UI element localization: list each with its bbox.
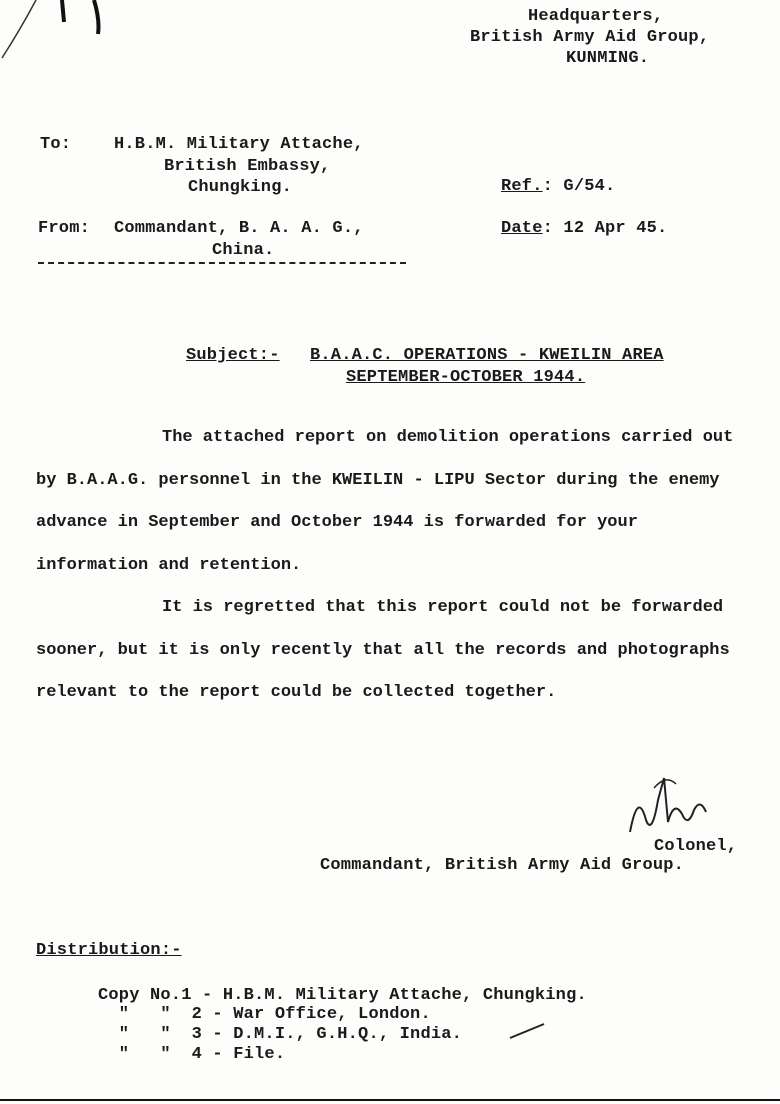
header-divider [38, 262, 406, 264]
from-line-2: China. [212, 241, 275, 260]
letterhead-line-1: Headquarters, [528, 7, 664, 26]
from-line-1: Commandant, B. A. A. G., [114, 219, 364, 238]
ref-line [501, 176, 615, 198]
signature-rank: Colonel, [654, 837, 738, 856]
to-line-3: Chungking. [188, 178, 293, 197]
distribution-label: Distribution:- [36, 941, 182, 960]
date-line [501, 218, 667, 240]
subject-line-1: B.A.A.C. OPERATIONS - KWEILIN AREA [310, 346, 664, 365]
handwritten-signature [624, 770, 714, 840]
ref-label: Ref. [501, 177, 543, 196]
scan-mark-top-left [0, 0, 120, 70]
ref-value: : G/54. [542, 177, 616, 196]
distribution-copy-4: " " 4 - File. [98, 1045, 286, 1064]
body-paragraph-1: The attached report on demolition operations carried out by B.A.A.G. personnel in the KWEILIN - LIPU Sector during the enemy advance in September and October 1944 is forwarded for your information and retention. [36, 428, 734, 575]
distribution-copy-2: " " 2 - War Office, London. [98, 1005, 431, 1024]
letter-body [36, 417, 736, 715]
distribution-copy-3: " " 3 - D.M.I., G.H.Q., India. [98, 1025, 463, 1044]
pen-mark [508, 1022, 548, 1042]
date-label: Date [501, 219, 543, 238]
body-paragraph-2: It is regretted that this report could not be forwarded sooner, but it is only recently that all the records and photographs relevant to the report could be collected together. [36, 598, 730, 702]
subject-line-2: SEPTEMBER-OCTOBER 1944. [346, 368, 586, 387]
date-value: : 12 Apr 45. [542, 219, 668, 238]
to-line-1: H.B.M. Military Attache, [114, 135, 364, 154]
distribution-copy-1: Copy No.1 - H.B.M. Military Attache, Chungking. [98, 986, 587, 1005]
letterhead-line-2: British Army Aid Group, [470, 28, 710, 47]
signature-title: Commandant, British Army Aid Group. [320, 856, 685, 875]
subject-label: Subject:- [186, 346, 280, 365]
to-label: To: [40, 135, 72, 154]
letterhead-line-3: KUNMING. [566, 49, 650, 68]
from-label: From: [38, 219, 91, 238]
to-line-2: British Embassy, [164, 157, 331, 176]
scan-bottom-edge [0, 1099, 780, 1101]
